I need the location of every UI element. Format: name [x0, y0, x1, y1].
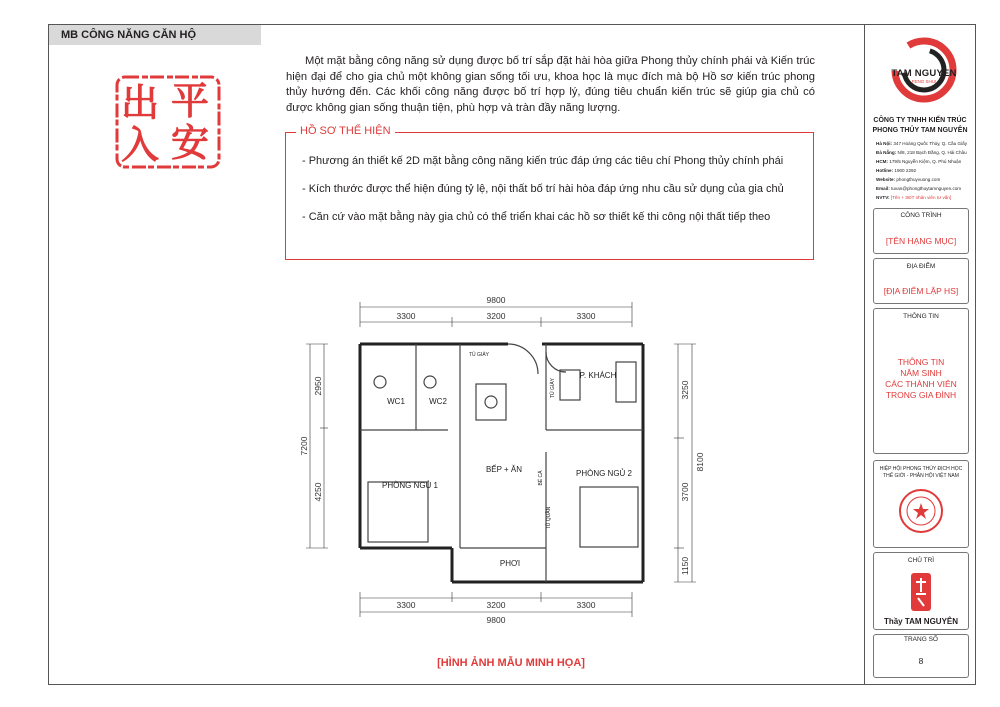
floor-plan-drawing — [298, 292, 718, 628]
thong-tin-line: CÁC THÀNH VIÊN — [885, 379, 957, 389]
section-title: MB CÔNG NĂNG CĂN HỘ — [49, 25, 261, 45]
ho-so-item: - Căn cứ vào mặt bằng này gia chủ có thể triển khai các hồ sơ thiết kế thi công nội thất tiếp theo — [302, 211, 771, 223]
dim-right-2: 3700 — [680, 482, 690, 502]
cong-trinh-label: CÔNG TRÌNH — [900, 212, 942, 219]
cong-trinh-value: [TÊN HẠNG MỤC] — [885, 236, 957, 246]
seal-char-3: 入 — [120, 125, 160, 167]
dim-top-3: 3300 — [576, 311, 596, 321]
room-living: P. KHÁCH — [579, 371, 617, 380]
ho-so-title: HỒ SƠ THỂ HIỆN — [296, 125, 395, 137]
feng-shui-seal-icon — [112, 74, 224, 170]
sidebar-divider — [864, 24, 865, 685]
association-seal-icon — [898, 488, 944, 534]
room-kitchen: BẾP + ĂN — [485, 465, 523, 474]
master-name: Thầy TAM NGUYÊN — [883, 617, 959, 626]
intro-paragraph: Một mặt bằng công năng sử dụng được bố trí sắp đặt hài hòa giữa Phong thủy chính phái và Kiến trúc hiện đại để cho gia chủ một không gian sống tối ưu, khoa học là mục đích mà bộ Hồ sơ kiến trúc phong thủy hướng đến. Các khối công năng được bố trí hợp lý, đúng tiêu chuẩn kiến trúc sẽ giúp gia chủ có được không gian sống thuận tiện, phù hợp và tràn đầy năng lượng. — [286, 55, 815, 114]
contact-line: Website: phongthuyvuong.com — [876, 177, 941, 182]
thong-tin-line: TRONG GIA ĐÌNH — [885, 390, 957, 400]
contact-line: Email: tuvan@phongthuytamnguyen.com — [876, 186, 962, 191]
brand-name: TAM NGUYEN — [891, 68, 957, 79]
label-wardrobe-b: TỦ QUẦN — [546, 506, 552, 530]
label-wardrobe-a: TỦ GIÀY — [550, 377, 556, 399]
dim-top-total: 9800 — [486, 295, 506, 305]
contact-line: HCM: 179/5 Nguyễn Kiệm, Q. Phú Nhuận — [876, 159, 962, 164]
seal-char-2: 平 — [170, 81, 210, 123]
label-shoe-cabinet: TỦ GIÀY — [468, 352, 490, 358]
dim-right-1: 3250 — [680, 380, 690, 400]
dim-top-2: 3200 — [486, 311, 506, 321]
room-bed2: PHÒNG NGỦ 2 — [575, 469, 633, 478]
thong-tin-line: NĂM SINH — [900, 368, 942, 378]
brand-sub: FENG SHUI — [911, 79, 937, 84]
contact-line: Đà Nẵng: N/8, 218 Bạch Đằng, Q. Hải Châu — [876, 150, 967, 155]
dim-right-3: 1150 — [680, 556, 690, 576]
dim-left-total: 7200 — [299, 436, 309, 456]
contact-line: Hà Nội: 347 Hoàng Quốc Thủy, Q. Cầu Giấy — [876, 141, 967, 146]
contact-line: Hotline: 1900 2292 — [876, 168, 917, 173]
dim-left-1: 2950 — [313, 376, 323, 396]
dim-bottom-2: 3200 — [486, 600, 506, 610]
association-name: HIỆP HỘI PHONG THỦY ĐỊCH HỌC THẾ GIỚI - PHÂN HỘI VIỆT NAM — [879, 466, 963, 479]
seal-char-4: 安 — [170, 123, 210, 165]
thong-tin-line: THÔNG TIN — [897, 357, 945, 367]
dim-bottom-1: 3300 — [396, 600, 416, 610]
label-aquarium: BỂ CÁ — [538, 470, 544, 486]
illustration-caption: [HÌNH ẢNH MẪU MINH HỌA] — [437, 657, 585, 669]
thong-tin-label: THÔNG TIN — [903, 313, 939, 320]
room-wc2: WC2 — [429, 397, 447, 406]
room-wc1: WC1 — [387, 397, 405, 406]
trang-so-label: TRANG SỐ — [904, 636, 938, 643]
seal-char-1: 出 — [120, 83, 160, 125]
dim-right-total: 8100 — [695, 452, 705, 472]
page-number: 8 — [918, 656, 924, 666]
dia-diem-label: ĐỊA ĐIỂM — [906, 263, 936, 270]
dia-diem-value: [ĐỊA ĐIỂM LẬP HS] — [883, 286, 959, 296]
dim-top-1: 3300 — [396, 311, 416, 321]
dim-left-2: 4250 — [313, 482, 323, 502]
ho-so-box — [285, 132, 814, 260]
room-balcony: PHƠI — [499, 559, 521, 568]
dim-bottom-3: 3300 — [576, 600, 596, 610]
company-name: CÔNG TY TNHH KIẾN TRÚC PHONG THỦY TAM NGUYÊN — [872, 117, 968, 134]
dim-bottom-total: 9800 — [486, 615, 506, 625]
ho-so-item: - Kích thước được thể hiện đúng tỷ lệ, nội thất bố trí hài hòa đáp ứng nhu cầu sử dụng của gia chủ — [302, 183, 784, 195]
master-seal-icon — [910, 572, 932, 612]
chu-tri-label: CHỦ TRÌ — [907, 557, 935, 564]
room-bed1: PHÒNG NGỦ 1 — [381, 481, 439, 490]
contact-line: NVTV: [Tên + SĐT nhân viên tư vấn] — [876, 195, 952, 200]
ho-so-item: - Phương án thiết kế 2D mặt bằng công năng kiến trúc đáp ứng các tiêu chí Phong thủy chính phái — [302, 155, 784, 167]
